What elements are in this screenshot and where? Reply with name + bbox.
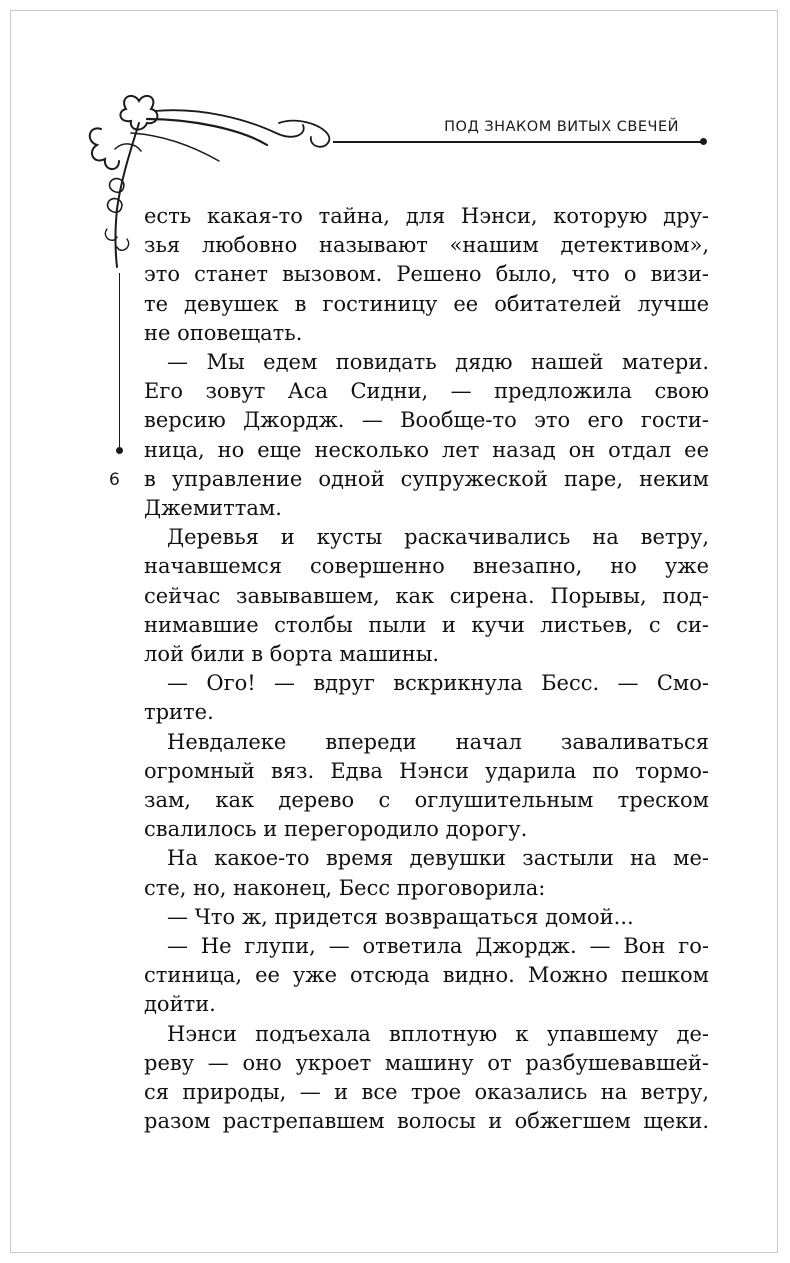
text-line: есть какая-то тайна, для Нэнси, которую дру- [144, 204, 709, 228]
text-line: зам, как дерево с оглушительным треском [144, 788, 709, 813]
paragraph-8 [144, 932, 709, 1020]
text-line: в управление одной супружеской паре, неким [144, 466, 709, 491]
text-line: зья любовно называют «нашим детективом», [144, 233, 709, 258]
page [10, 10, 778, 1253]
running-title: ПОД ЗНАКОМ ВИТЫХ СВЕЧЕЙ [444, 119, 679, 135]
text-line: лой били в борта машины. [144, 642, 440, 667]
text-line: сейчас завывавшем, как сирена. Порывы, под- [144, 583, 709, 608]
body-text [144, 202, 709, 1137]
paragraph-4 [144, 669, 709, 727]
paragraph-1 [144, 202, 709, 348]
text-line: — Не глупи, — ответила Джордж. — Вон го- [167, 934, 709, 959]
paragraph-3 [144, 523, 709, 669]
text-line: Деревья и кусты раскачивались на ветру, [167, 525, 709, 550]
margin-rule [119, 273, 120, 448]
text-line: нимавшие столбы пыли и кучи листьев, с си- [144, 612, 709, 637]
text-line: Невдалеке впереди начал заваливаться [167, 729, 709, 754]
text-line: Его зовут Аса Сидни, — предложила свою [144, 379, 709, 404]
text-line: На какое-то время девушки застыли на ме- [167, 846, 709, 871]
text-line: огромный вяз. Едва Нэнси ударила по тормо- [144, 758, 709, 783]
margin-rule-end-dot [116, 447, 123, 454]
header-rule [333, 141, 701, 143]
text-line: стиница, ее уже отсюда видно. Можно пешком [144, 963, 709, 988]
text-line: это станет вызовом. Решено было, что о визи- [144, 262, 709, 287]
text-line: дойти. [144, 992, 216, 1017]
text-line: не оповещать. [144, 320, 303, 345]
text-line: ница, но еще несколько лет назад он отдал ее [144, 437, 709, 462]
paragraph-9 [144, 1020, 709, 1137]
text-line: начавшемся совершенно внезапно, но уже [144, 554, 709, 579]
text-line: ся природы, — и все трое оказались на ветру, [144, 1080, 709, 1105]
text-line: — Что ж, придется возвращаться домой... [167, 904, 634, 929]
text-line: свалилось и перегородило дорогу. [144, 817, 528, 842]
text-line: Нэнси подъехала вплотную к упавшему де- [167, 1021, 709, 1046]
text-line: реву — оно укроет машину от разбушевавшей- [144, 1050, 709, 1075]
text-line: разом растрепавшем волосы и обжегшем щеки. [144, 1109, 709, 1134]
page-number: 6 [109, 470, 120, 490]
text-line: — Мы едем повидать дядю нашей матери. [167, 350, 709, 375]
text-line: версию Джордж. — Вообще-то это его гости- [144, 408, 709, 433]
paragraph-5 [144, 728, 709, 845]
text-line: трите. [144, 700, 214, 725]
text-line: те девушек в гостиницу ее обитателей лучше [144, 291, 709, 316]
paragraph-2 [144, 348, 709, 523]
paragraph-7 [144, 903, 709, 932]
paragraph-6 [144, 844, 709, 902]
header-rule-end-dot [700, 138, 707, 145]
text-line: сте, но, наконец, Бесс проговорила: [144, 875, 546, 900]
text-line: — Ого! — вдруг вскрикнула Бесс. — Смо- [167, 671, 709, 696]
text-line: Джемиттам. [144, 496, 282, 521]
